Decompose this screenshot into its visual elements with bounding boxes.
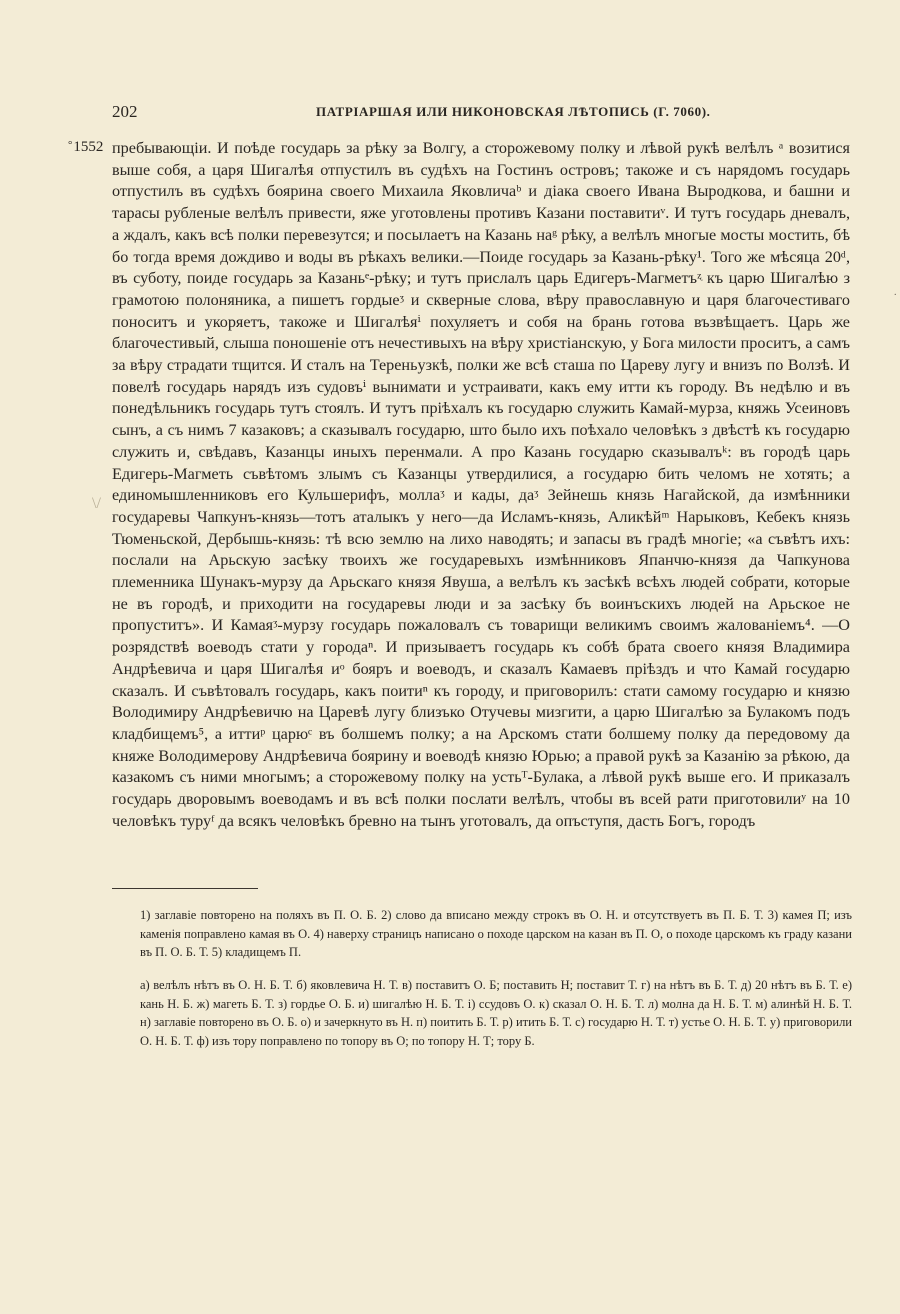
running-title: ПАТРІАРШАЯ ИЛИ НИКОНОВСКАЯ ЛѢТОПИСЬ (Г. 7060). [316, 104, 711, 119]
margin-mark: \/ [92, 495, 101, 512]
page-number: 202 [112, 102, 138, 121]
margin-dot: . [894, 287, 897, 298]
main-text: пребывающіи. И поѣде государь за рѣку за Волгу, а сторожевому полку и лѣвой рукѣ велѣлъ ᵃ возитися выше собя, а царя Шигалѣя отпустилъ въ судѣхъ на Гостинъ островъ; такоже и съ нарядомъ государь отпустилъ въ судѣхъ боярина своего Михаила Яковличаᵇ и діака своего Ивана Выродкова, и башни и тарасы рубленые велѣлъ привести, яже уготовлены противъ Казани поставитиᵛ. И тутъ государь дневалъ, а ждалъ, какъ всѣ полки перевезутся; и посылаетъ на Казань наᵍ рѣку, а велѣлъ многые мосты мостить, бѣ бо тогда время дождиво и воды въ рѣкахъ велики.—Поиде государь за Казань-рѣку¹. Того же мѣсяца 20ᵈ, въ суботу, поиде государь за Казаньᵉ-рѣку; и тутъ прислалъ царь Едигеръ-Магметъᶼ къ царю Шигалѣю з грамотою полоняника, а пишетъ гордыеᶾ и скверные слова, вѣру православную и царя благочестиваго поноситъ и укоряетъ, такоже и Шигалѣяⁱ похуляетъ и собя на брань готова възвѣщаетъ. Царь же благочестивый, слыша поношеніе отъ нечестивыхъ на вѣру христіанскую, у Бога милости проситъ, а самъ за вѣру страдати тщится. И сталъ на Тереньузкѣ, полки же всѣ сташа по Цареву лугу и внизъ по Волзѣ. И повелѣ государь нарядъ изъ судовъⁱ вынимати и устраивати, какъ ему итти къ городу. Въ недѣлю и въ понедѣльникъ государь тутъ стоялъ. И тутъ пріѣхалъ къ государю служить Камай-мурза, княжь Усеиновъ сынъ, а съ нимъ 7 казаковъ; а сказывалъ государю, што было ихъ поѣхало человѣкъ з двѣстѣ къ государю служить и, свѣдавъ, Казанцы иныхъ перенмали. А про Казань государю сказывалъᵏ: въ городѣ царь Едигерь-Магметь съвѣтомъ злымъ съ Казанцы утвердилися, а государю бить челомъ не хотять; а единомышленниковъ его Кульшерифъ, моллаᶾ и кады, даᶾ Зейнешь князь Нагайской, да измѣнники государевы Чапкунъ-князь—тотъ аталыкъ у него—да Исламъ-князь, Аликѣйᵐ Нарыковъ, Кебекъ князь Тюменьской, Дербышь-князь: тѣ всю землю на лихо наводять; и запасы въ градѣ многіе; «а съвѣтъ ихъ: послали на Арьскую засѣку твоихъ же государевыхъ измѣнниковъ Япанчю-князя да Чапкунова племенника Шунакъ-мурзу да Арьскаго князя Явуша, а велѣлъ къ засѣкѣ всѣхъ людей собрати, которые не въ городѣ, и приходити на государевы люди и за засѣку бъ воинъскихъ людей на Арьское не пропуститъ». И Камаяᶾ-мурзу государь пожаловалъ съ товарищи великимъ своимъ жалованіемъ⁴. —О розрядствѣ воеводъ стати у городаⁿ. И призываетъ государь къ собѣ брата своего князя Владимира Андрѣевича и царя Шигалѣя иᵒ бояръ и воеводъ, и сказалъ Камаевъ пріѣздъ и что Камай государю сказалъ. И съвѣтовалъ государь, какъ поитиⁿ къ городу, и приговорилъ: стати самому государю и князю Володимиру Андрѣевичю на Царевѣ лугу близъко Отучевы мизгити, а царю Шигалѣю за Булакомъ подъ кладбищемъ⁵, а иттиᵖ царюᶜ въ болшемъ полку; а на Арскомъ стати болшему полку да передовому да княже Володимерову Андрѣевича боярину и воеводѣ князю Юрью; а правой рукѣ за Казанію за рѣкою, да казакомъ съ ними многымъ; а сторожевому полку на устьᵀ-Булака, а лѣвой рукѣ выше его. И приказалъ государь дворовымъ воеводамъ и въ всѣ полки послати велѣлъ, чтобы въ всей рати приготовилиʸ на 10 человѣкъ туруᶠ да всякъ человѣкъ бревно на тынъ уготовалъ, да опъступя, дасть Богъ, городъ [112, 139, 850, 830]
page-header [112, 102, 772, 126]
footnote-rule [112, 888, 258, 889]
footnotes-variants: а) велѣлъ нѣтъ въ О. Н. Б. Т. б) яковлевича Н. Т. в) поставитъ О. Б; поставить Н; поставит Т. г) на нѣтъ въ Б. Т. д) 20 нѣтъ въ Б. Т. е) кань Н. Б. ж) магеть Б. Т. з) гордье О. Б. и) шигалѣю Н. Б. Т. і) ссудовъ О. к) сказал О. Н. Б. Т. л) молна да Н. Б. Т. м) алинѣй Н. Б. Т. н) заглавіе повторено въ О. Б. о) и зачеркнуто въ Н. п) поитить Б. Т. р) итить Б. Т. с) государю Н. Т. т) устье О. Н. Б. Т. у) приговорили О. Н. Б. Т. ф) изъ тору поправлено по топору въ О; по топору Н. Т; тору Б. [140, 978, 852, 1048]
footnotes-numbered: 1) заглавіе повторено на поляхъ въ П. О. Б. 2) слово да вписано между строкъ въ О. Н. и отсутствуетъ въ П. Б. Т. 3) камея П; изъ каменія поправлено камая въ О. 4) наверху страницъ написано о походе царском на казан въ П. О, о походе царскомъ къ граду казани въ П. О. Б. Т. 5) кладищемъ П. [140, 908, 852, 959]
margin-year: ° 1552 [68, 139, 103, 156]
